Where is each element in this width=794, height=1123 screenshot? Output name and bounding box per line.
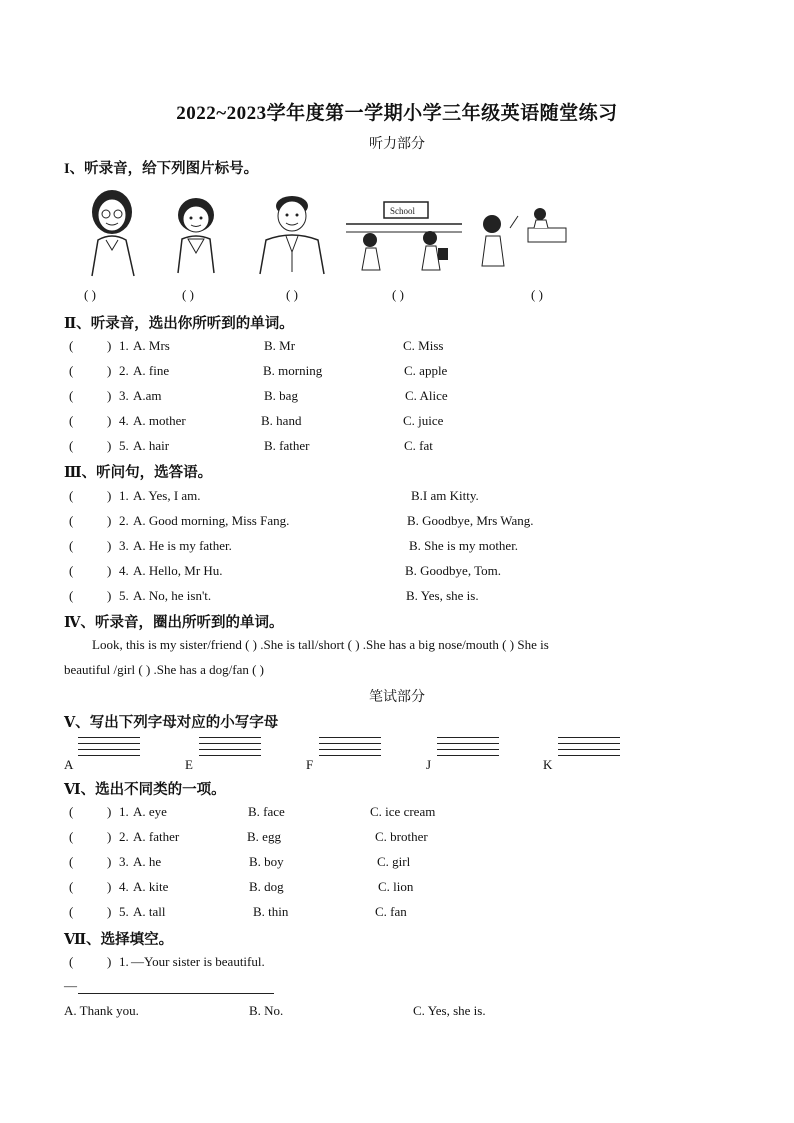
- question-number: 4.: [119, 879, 129, 894]
- option-a: A. Mrs: [133, 338, 170, 353]
- option-a: A. fine: [133, 363, 170, 378]
- question-number: 2.: [119, 363, 129, 378]
- answer-line[interactable]: [78, 993, 274, 994]
- section4-passage-line2: beautiful /girl ( ) .She has a dog/fan ( ): [64, 662, 264, 677]
- writing-lines[interactable]: [199, 737, 261, 761]
- option-a: A. Thank you.: [64, 1003, 139, 1018]
- answer-paren-open[interactable]: (: [69, 829, 74, 844]
- letter-label: K: [543, 757, 553, 772]
- option-c: C. Yes, she is.: [413, 1003, 486, 1018]
- question-number: 1.: [119, 338, 129, 353]
- option-b: B. Goodbye, Mrs Wang.: [407, 513, 534, 528]
- written-heading: 笔试部分: [369, 690, 425, 705]
- option-c: C. ice cream: [370, 804, 436, 819]
- answer-paren-open[interactable]: (: [69, 854, 74, 869]
- option-a: A. father: [133, 829, 180, 844]
- option-c: C. juice: [403, 413, 444, 428]
- writing-lines[interactable]: [558, 737, 620, 761]
- answer-paren-open[interactable]: (: [69, 804, 74, 819]
- answer-paren-close: ): [107, 538, 112, 553]
- option-a: A. tall: [133, 904, 166, 919]
- answer-paren-open[interactable]: (: [69, 538, 74, 553]
- picture-blank-3[interactable]: ( ): [286, 287, 298, 302]
- answer-paren-open[interactable]: (: [69, 563, 74, 578]
- answer-paren-close: ): [107, 563, 112, 578]
- option-a: A. hair: [133, 438, 170, 453]
- section7-heading: Ⅶ、选择填空。: [64, 932, 174, 948]
- school-sign-text: School: [390, 206, 416, 216]
- answer-paren-open[interactable]: (: [69, 588, 74, 603]
- answer-paren-close: ): [107, 588, 112, 603]
- section6-heading: Ⅵ、选出不同类的一项。: [64, 782, 226, 798]
- section4-heading: Ⅳ、听录音，圈出所听到的单词。: [64, 615, 284, 631]
- answer-paren-close: ): [107, 388, 112, 403]
- section4-passage-line1: Look, this is my sister/friend ( ) .She is tall/short ( ) .She has a big nose/mouth ( ) She is: [92, 637, 549, 652]
- option-c: C. apple: [404, 363, 448, 378]
- answer-paren-open[interactable]: (: [69, 413, 74, 428]
- option-c: C. girl: [377, 854, 411, 869]
- option-b: B. morning: [263, 363, 323, 378]
- option-b: B. father: [264, 438, 310, 453]
- answer-paren-close: ): [107, 438, 112, 453]
- option-a: A. Good morning, Miss Fang.: [133, 513, 290, 528]
- answer-paren-open[interactable]: (: [69, 513, 74, 528]
- answer-paren-open[interactable]: (: [69, 363, 74, 378]
- school-gate-picture: [346, 198, 462, 274]
- writing-lines[interactable]: [78, 737, 140, 761]
- option-a: A. Hello, Mr Hu.: [133, 563, 223, 578]
- question-number: 5.: [119, 588, 129, 603]
- answer-paren-close: ): [107, 488, 112, 503]
- option-b: B. Goodbye, Tom.: [405, 563, 501, 578]
- writing-lines[interactable]: [437, 737, 499, 761]
- answer-paren-close: ): [107, 854, 112, 869]
- section5-heading: Ⅴ、写出下列字母对应的小写字母: [64, 715, 279, 731]
- answer-paren-open[interactable]: (: [69, 879, 74, 894]
- option-b: B. No.: [249, 1003, 284, 1018]
- question-number: 2.: [119, 513, 129, 528]
- option-a: A. he: [133, 854, 162, 869]
- option-b: B. Mr: [264, 338, 296, 353]
- option-c: C. fan: [375, 904, 407, 919]
- option-a: A. kite: [133, 879, 169, 894]
- option-a: A. Yes, I am.: [133, 488, 201, 503]
- section3-heading: Ⅲ、听问句，选答语。: [64, 465, 213, 481]
- answer-paren-close: ): [107, 338, 112, 353]
- answer-paren-open[interactable]: (: [69, 388, 74, 403]
- option-c: C. Miss: [403, 338, 444, 353]
- question-number: 4.: [119, 413, 129, 428]
- letter-label: E: [185, 757, 193, 772]
- answer-paren-close: ): [107, 879, 112, 894]
- answer-paren-open[interactable]: (: [69, 904, 74, 919]
- listening-heading: 听力部分: [369, 137, 425, 152]
- option-b: B. face: [248, 804, 285, 819]
- answer-paren-close: ): [107, 829, 112, 844]
- question-number: 2.: [119, 829, 129, 844]
- letter-label: A: [64, 757, 74, 772]
- question-number: 4.: [119, 563, 129, 578]
- writing-lines[interactable]: [319, 737, 381, 761]
- answer-paren-open[interactable]: (: [69, 338, 74, 353]
- question-number: 1.: [119, 488, 129, 503]
- answer-paren-close: ): [107, 513, 112, 528]
- question-number: 5.: [119, 904, 129, 919]
- option-b: B. Yes, she is.: [406, 588, 479, 603]
- option-a: A. mother: [133, 413, 186, 428]
- option-b: B. thin: [253, 904, 289, 919]
- option-a: A. eye: [133, 804, 167, 819]
- teacher-woman-picture: [84, 188, 142, 276]
- answer-paren-close: ): [107, 363, 112, 378]
- option-b: B. bag: [264, 388, 298, 403]
- question-number: 3.: [119, 388, 129, 403]
- answer-paren-open[interactable]: (: [69, 954, 74, 969]
- question-number: 5.: [119, 438, 129, 453]
- option-b: B. hand: [261, 413, 302, 428]
- answer-paren-close: ): [107, 413, 112, 428]
- page-title: 2022~2023学年度第一学期小学三年级英语随堂练习: [176, 103, 618, 124]
- option-a: A. No, he isn't.: [133, 588, 212, 603]
- question-text: —Your sister is beautiful.: [131, 954, 265, 969]
- option-b: B. She is my mother.: [409, 538, 519, 553]
- picture-blank-4[interactable]: ( ): [392, 287, 404, 302]
- greeting-picture: [474, 206, 566, 276]
- option-b: B. dog: [249, 879, 284, 894]
- answer-paren-open[interactable]: (: [69, 488, 74, 503]
- question-number: 1.: [119, 804, 129, 819]
- answer-paren-close: ): [107, 904, 112, 919]
- section2-heading: Ⅱ、听录音，选出你所听到的单词。: [64, 316, 294, 332]
- answer-paren-open[interactable]: (: [69, 438, 74, 453]
- option-c: C. fat: [404, 438, 433, 453]
- picture-blank-1[interactable]: ( ): [84, 287, 96, 302]
- letter-label: F: [306, 757, 314, 772]
- girl-picture: [168, 195, 224, 275]
- answer-dash: —: [64, 978, 77, 993]
- option-a: A.am: [133, 388, 162, 403]
- boy-picture: [256, 192, 328, 276]
- picture-blank-5[interactable]: ( ): [531, 287, 543, 302]
- letter-label: J: [426, 757, 432, 772]
- picture-blank-2[interactable]: ( ): [182, 287, 194, 302]
- section1-heading: I、听录音，给下列图片标号。: [64, 161, 259, 177]
- option-c: C. brother: [375, 829, 428, 844]
- answer-paren-close: ): [107, 804, 112, 819]
- option-b: B. boy: [249, 854, 284, 869]
- answer-paren-close: ): [107, 954, 112, 969]
- question-number: 1.: [119, 954, 129, 969]
- option-b: B. egg: [247, 829, 281, 844]
- question-number: 3.: [119, 854, 129, 869]
- question-number: 3.: [119, 538, 129, 553]
- option-c: C. lion: [378, 879, 414, 894]
- option-c: C. Alice: [405, 388, 448, 403]
- option-b: B.I am Kitty.: [411, 488, 479, 503]
- option-a: A. He is my father.: [133, 538, 232, 553]
